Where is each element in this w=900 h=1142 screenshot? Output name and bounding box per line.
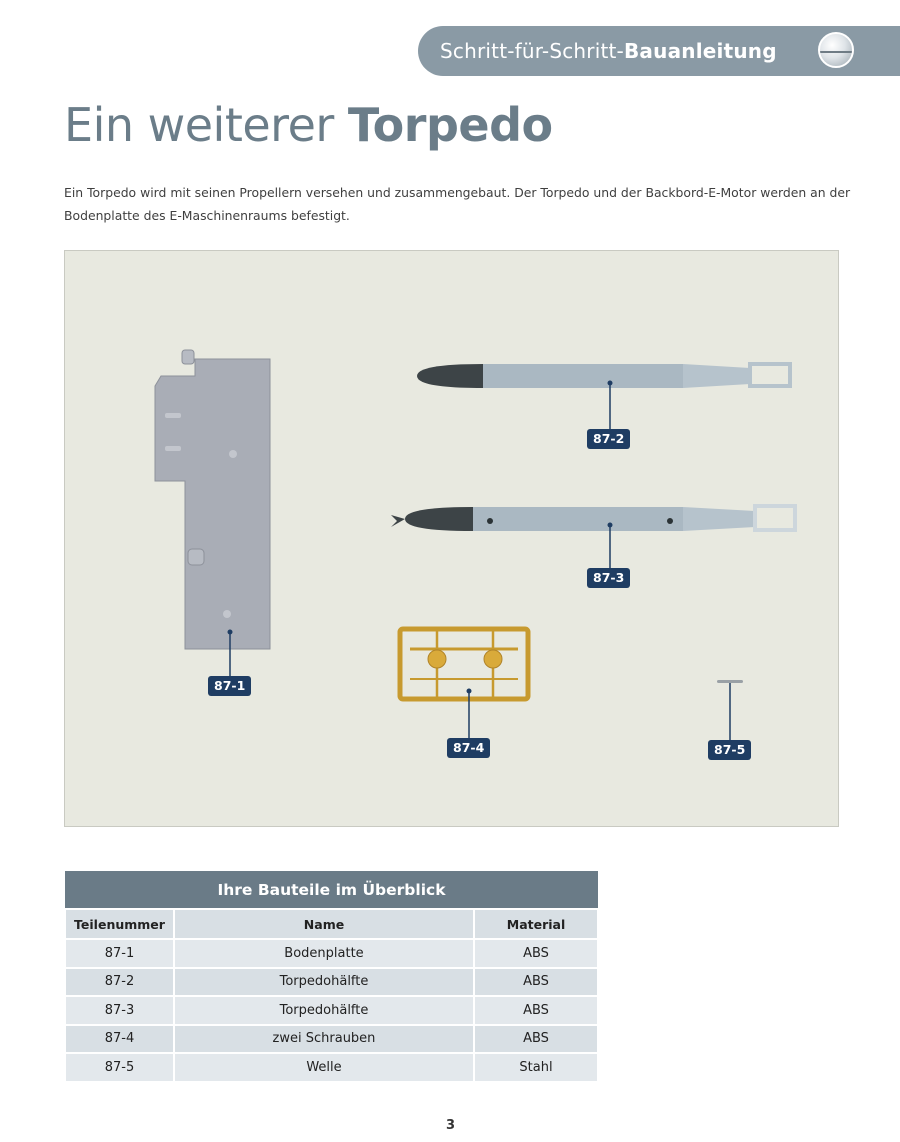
intro-text: Ein Torpedo wird mit seinen Propellern versehen und zusammengebaut. Der Torpedo und der Backbord-E-Motor werden an der Bodenplatte des E-Maschinenraums befestigt. bbox=[64, 185, 851, 223]
shaft-part bbox=[717, 680, 743, 683]
parts-table bbox=[64, 871, 599, 1083]
cell-part-number: 87-5 bbox=[65, 1053, 174, 1082]
page-title: Ein weiterer Torpedo bbox=[64, 98, 553, 152]
cell-name: Torpedohälfte bbox=[174, 968, 474, 997]
part-label-87-4: 87-4 bbox=[447, 738, 490, 758]
col-header-name: Name bbox=[174, 909, 474, 939]
torpedo-half-lower bbox=[391, 506, 795, 531]
table-row bbox=[65, 1053, 598, 1082]
cell-part-number: 87-4 bbox=[65, 1025, 174, 1054]
ship-disc-icon bbox=[818, 32, 854, 68]
part-label-87-3: 87-3 bbox=[587, 568, 630, 588]
part-label-87-5: 87-5 bbox=[708, 740, 751, 760]
cell-material: ABS bbox=[474, 968, 598, 997]
part-label-87-1: 87-1 bbox=[208, 676, 251, 696]
base-plate-part bbox=[155, 350, 270, 649]
cell-part-number: 87-1 bbox=[65, 939, 174, 968]
cell-material: ABS bbox=[474, 939, 598, 968]
cell-name: Torpedohälfte bbox=[174, 996, 474, 1025]
cell-name: zwei Schrauben bbox=[174, 1025, 474, 1054]
col-header-material: Material bbox=[474, 909, 598, 939]
cell-part-number: 87-2 bbox=[65, 968, 174, 997]
parts-photo bbox=[64, 250, 839, 827]
propeller-sprue-part bbox=[400, 629, 528, 699]
cell-material: ABS bbox=[474, 1025, 598, 1054]
cell-material: ABS bbox=[474, 996, 598, 1025]
torpedo-half-upper bbox=[417, 364, 790, 388]
table-row bbox=[65, 1025, 598, 1054]
cell-part-number: 87-3 bbox=[65, 996, 174, 1025]
part-label-87-2: 87-2 bbox=[587, 429, 630, 449]
table-row bbox=[65, 939, 598, 968]
cell-material: Stahl bbox=[474, 1053, 598, 1082]
cell-name: Welle bbox=[174, 1053, 474, 1082]
banner-text: Schritt-für-Schritt-Bauanleitung bbox=[440, 39, 777, 63]
table-caption: Ihre Bauteile im Überblick bbox=[65, 871, 598, 909]
cell-name: Bodenplatte bbox=[174, 939, 474, 968]
col-header-part-number: Teilenummer bbox=[65, 909, 174, 939]
table-row bbox=[65, 996, 598, 1025]
table-row bbox=[65, 968, 598, 997]
section-banner bbox=[418, 26, 900, 76]
page-number: 3 bbox=[446, 1118, 456, 1133]
